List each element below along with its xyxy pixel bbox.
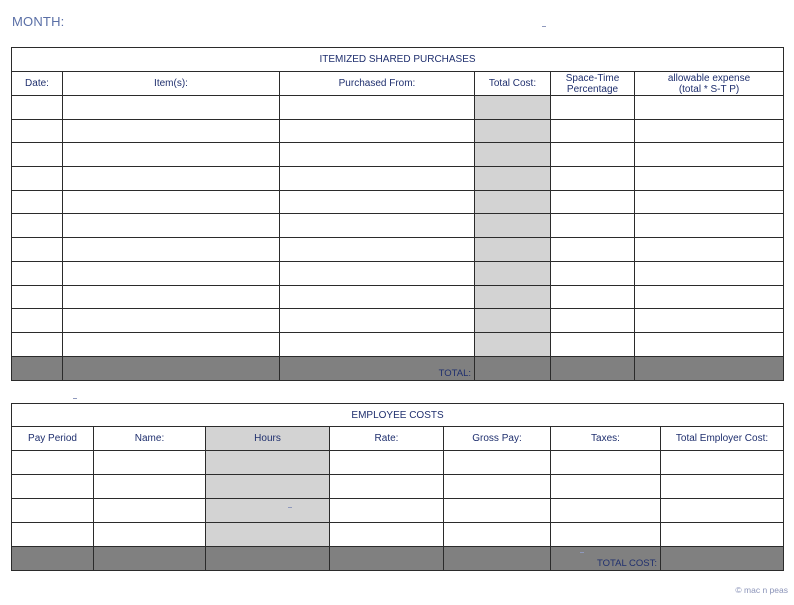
employee-costs-table (11, 403, 784, 571)
stray-mark (288, 507, 292, 508)
space-time-cell[interactable] (551, 143, 635, 167)
space-time-cell[interactable] (551, 261, 635, 285)
total-cost-cell[interactable] (475, 190, 551, 214)
purchase-row (12, 143, 784, 167)
purchased-from-cell[interactable] (280, 143, 475, 167)
hours-cell[interactable] (206, 523, 330, 547)
rate-cell[interactable] (330, 499, 444, 523)
space-time-cell[interactable] (551, 119, 635, 143)
taxes-cell[interactable] (551, 523, 661, 547)
hours-cell[interactable] (206, 499, 330, 523)
total-row-cell (330, 547, 444, 571)
purchased-from-cell[interactable] (280, 119, 475, 143)
space-time-cell[interactable] (551, 214, 635, 238)
rate-cell[interactable] (330, 451, 444, 475)
purchased-from-cell[interactable] (280, 167, 475, 191)
total-cost-cell[interactable] (475, 261, 551, 285)
employee-row (12, 451, 784, 475)
allowable-line2: (total * S-T P) (678, 83, 740, 95)
allowable-expense-cell[interactable] (635, 167, 784, 191)
allowable-expense-cell[interactable] (635, 143, 784, 167)
date-cell[interactable] (12, 190, 63, 214)
taxes-cell[interactable] (551, 475, 661, 499)
purchased-from-cell[interactable] (280, 309, 475, 333)
allowable-line1: allowable expense (667, 72, 751, 84)
total-row-cell (551, 356, 635, 380)
date-cell[interactable] (12, 119, 63, 143)
items-cell[interactable] (63, 190, 280, 214)
purchase-row (12, 214, 784, 238)
total-row-cell (12, 356, 63, 380)
date-cell[interactable] (12, 238, 63, 262)
total-row-cell (94, 547, 206, 571)
purchase-row (12, 309, 784, 333)
purchases-total-label: TOTAL: (280, 356, 475, 380)
space-time-percentage-header (551, 72, 635, 96)
total-row-cell (12, 547, 94, 571)
date-cell[interactable] (12, 214, 63, 238)
allowable-expense-cell[interactable] (635, 96, 784, 120)
purchased-from-header: Purchased From: (280, 72, 475, 96)
items-header: Item(s): (63, 72, 280, 96)
space-time-cell[interactable] (551, 309, 635, 333)
space-time-cell[interactable] (551, 238, 635, 262)
rate-cell[interactable] (330, 523, 444, 547)
total-row-cell (206, 547, 330, 571)
purchased-from-cell[interactable] (280, 190, 475, 214)
total-employer-cost-cell[interactable] (661, 523, 784, 547)
purchased-from-cell[interactable] (280, 96, 475, 120)
month-label: MONTH: (12, 14, 65, 29)
total-cost-cell[interactable] (475, 119, 551, 143)
rate-cell[interactable] (330, 475, 444, 499)
pay-period-cell[interactable] (12, 523, 94, 547)
allowable-expense-cell[interactable] (635, 238, 784, 262)
purchases-total-cost-cell[interactable] (475, 356, 551, 380)
allowable-expense-cell[interactable] (635, 190, 784, 214)
date-cell[interactable] (12, 167, 63, 191)
purchase-row (12, 332, 784, 356)
total-cost-cell[interactable] (475, 167, 551, 191)
employee-row (12, 499, 784, 523)
stray-mark (73, 398, 77, 399)
pay-period-cell[interactable] (12, 475, 94, 499)
pay-period-header: Pay Period (12, 427, 94, 451)
items-cell[interactable] (63, 285, 280, 309)
purchase-row (12, 167, 784, 191)
purchased-from-cell[interactable] (280, 285, 475, 309)
taxes-cell[interactable] (551, 499, 661, 523)
allowable-expense-cell[interactable] (635, 332, 784, 356)
name-cell[interactable] (94, 451, 206, 475)
date-cell[interactable] (12, 261, 63, 285)
gross-pay-cell[interactable] (444, 475, 551, 499)
employee-body (12, 451, 784, 547)
pay-period-cell[interactable] (12, 499, 94, 523)
gross-pay-cell[interactable] (444, 451, 551, 475)
employee-row (12, 523, 784, 547)
space-time-line2: Percentage (566, 83, 619, 95)
total-employer-cost-cell[interactable] (661, 475, 784, 499)
total-cost-cell[interactable] (475, 309, 551, 333)
gross-pay-cell[interactable] (444, 523, 551, 547)
date-cell[interactable] (12, 309, 63, 333)
purchase-row (12, 119, 784, 143)
purchased-from-cell[interactable] (280, 332, 475, 356)
purchase-row (12, 285, 784, 309)
purchased-from-cell[interactable] (280, 214, 475, 238)
pay-period-cell[interactable] (12, 451, 94, 475)
items-cell[interactable] (63, 214, 280, 238)
date-header: Date: (12, 72, 63, 96)
items-cell[interactable] (63, 119, 280, 143)
date-cell[interactable] (12, 332, 63, 356)
total-cost-cell[interactable] (475, 332, 551, 356)
employee-title: EMPLOYEE COSTS (12, 404, 784, 427)
items-cell[interactable] (63, 261, 280, 285)
space-time-line1: Space-Time (565, 72, 620, 84)
items-cell[interactable] (63, 309, 280, 333)
total-employer-cost-cell[interactable] (661, 499, 784, 523)
total-row-cell (444, 547, 551, 571)
stray-mark (580, 552, 584, 553)
total-cost-cell[interactable] (475, 143, 551, 167)
space-time-cell[interactable] (551, 332, 635, 356)
space-time-cell[interactable] (551, 285, 635, 309)
name-cell[interactable] (94, 475, 206, 499)
space-time-cell[interactable] (551, 167, 635, 191)
purchase-row (12, 190, 784, 214)
allowable-expense-header (635, 72, 784, 96)
name-cell[interactable] (94, 499, 206, 523)
items-cell[interactable] (63, 238, 280, 262)
purchase-row (12, 96, 784, 120)
itemized-shared-purchases-table (11, 47, 784, 381)
purchases-title: ITEMIZED SHARED PURCHASES (12, 48, 784, 72)
purchases-total-allowable-cell[interactable] (635, 356, 784, 380)
items-cell[interactable] (63, 96, 280, 120)
hours-header: Hours (206, 427, 330, 451)
credit-text: © mac n peas (735, 585, 788, 595)
taxes-header: Taxes: (551, 427, 661, 451)
taxes-cell[interactable] (551, 451, 661, 475)
items-cell[interactable] (63, 143, 280, 167)
allowable-expense-cell[interactable] (635, 214, 784, 238)
employee-row (12, 475, 784, 499)
allowable-expense-cell[interactable] (635, 119, 784, 143)
hours-cell[interactable] (206, 475, 330, 499)
space-time-cell[interactable] (551, 96, 635, 120)
total-employer-cost-cell[interactable] (661, 451, 784, 475)
purchased-from-cell[interactable] (280, 238, 475, 262)
name-header: Name: (94, 427, 206, 451)
employee-total-cost-cell[interactable] (661, 547, 784, 571)
allowable-expense-cell[interactable] (635, 261, 784, 285)
hours-cell[interactable] (206, 451, 330, 475)
items-cell[interactable] (63, 332, 280, 356)
date-cell[interactable] (12, 96, 63, 120)
total-row-cell (63, 356, 280, 380)
rate-header: Rate: (330, 427, 444, 451)
total-cost-header: Total Cost: (475, 72, 551, 96)
stray-mark (542, 26, 546, 27)
allowable-expense-cell[interactable] (635, 285, 784, 309)
employee-total-label: TOTAL COST: (551, 547, 661, 571)
date-cell[interactable] (12, 143, 63, 167)
items-cell[interactable] (63, 167, 280, 191)
allowable-expense-cell[interactable] (635, 309, 784, 333)
space-time-cell[interactable] (551, 190, 635, 214)
purchase-row (12, 261, 784, 285)
date-cell[interactable] (12, 285, 63, 309)
total-employer-cost-header: Total Employer Cost: (661, 427, 784, 451)
total-cost-cell[interactable] (475, 96, 551, 120)
purchased-from-cell[interactable] (280, 261, 475, 285)
purchases-body (12, 96, 784, 357)
name-cell[interactable] (94, 523, 206, 547)
gross-pay-header: Gross Pay: (444, 427, 551, 451)
total-cost-cell[interactable] (475, 238, 551, 262)
total-cost-cell[interactable] (475, 214, 551, 238)
total-cost-cell[interactable] (475, 285, 551, 309)
gross-pay-cell[interactable] (444, 499, 551, 523)
purchase-row (12, 238, 784, 262)
